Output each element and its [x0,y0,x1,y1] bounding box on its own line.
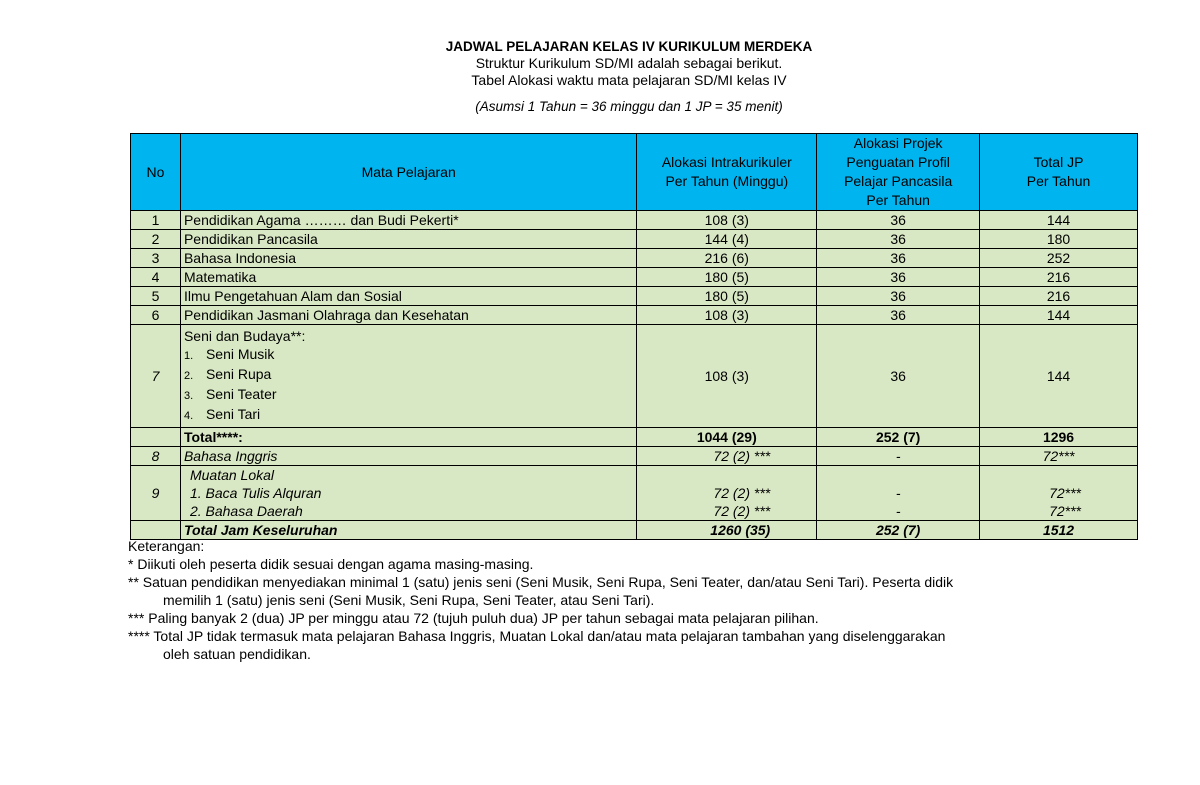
row-mapel: Bahasa Inggris [180,447,636,466]
note-2-cont: memilih 1 (satu) jenis seni (Seni Musik, Seni Rupa, Seni Teater, atau Seni Tari). [163,592,655,608]
row-mapel: Pendidikan Jasmani Olahraga dan Kesehatan [180,306,636,325]
row-no: 7 [131,325,181,428]
col-header-projek-line1: Alokasi Projek [853,135,943,151]
row-no-empty [131,428,181,447]
table-row [131,230,1138,249]
row-mapel: Bahasa Indonesia [180,249,636,268]
row-total: 216 [980,268,1138,287]
notes-heading: Keterangan: [128,538,205,554]
schedule-table [130,133,1138,540]
mulok-intra: 72 (2) *** [713,485,771,501]
col-header-projek-line4: Per Tahun [866,192,930,208]
table-row [131,249,1138,268]
row-projek: 36 [817,230,980,249]
note-4: **** Total JP tidak termasuk mata pelajaran Bahasa Inggris, Muatan Lokal dan/atau mata pelajaran tambahan yang diselenggarakan [128,628,946,644]
col-header-mapel: Mata Pelajaran [180,134,636,211]
mulok-projek: - [895,485,901,501]
row-total: 252 [980,249,1138,268]
col-header-projek-line2: Penguatan Profil [846,154,950,170]
mulok-total: 72*** [1049,485,1081,501]
mulok-intra: 72 (2) *** [713,503,771,519]
row-projek: 36 [817,211,980,230]
row-intra-mulok [637,466,817,521]
row-no: 9 [131,466,181,521]
header-line-2: Tabel Alokasi waktu mata pelajaran SD/MI kelas IV [471,72,787,88]
seni-item [184,405,633,425]
row-no: 2 [131,230,181,249]
table-row-mulok [131,466,1138,521]
page-title: JADWAL PELAJARAN KELAS IV KURIKULUM MERDEKA [445,39,813,54]
row-mapel: Ilmu Pengetahuan Alam dan Sosial [180,287,636,306]
row-intra: 108 (3) [637,325,817,428]
note-2: ** Satuan pendidikan menyediakan minimal 1 (satu) jenis seni (Seni Musik, Seni Rupa, Seni Teater, dan/atau Seni Tari). Peserta didik [128,574,954,590]
seni-item-label: Seni Teater [205,386,277,402]
row-no: 8 [131,447,181,466]
notes-section [128,537,1158,663]
row-no: 6 [131,306,181,325]
total-intra: 1044 (29) [637,428,817,447]
seni-item [184,345,633,365]
mulok-item: 1. Baca Tulis Alquran [189,485,322,501]
total-total: 1296 [980,428,1138,447]
note-1: * Diikuti oleh peserta didik sesuai dengan agama masing-masing. [128,556,534,572]
col-header-total [980,134,1138,211]
row-mapel: Pendidikan Agama ……… dan Budi Pekerti* [180,211,636,230]
table-row [131,211,1138,230]
seni-item [184,365,633,385]
mulok-total: 72*** [1049,503,1081,519]
document-header [0,38,1200,115]
seni-item-label: Seni Tari [205,406,261,422]
mulok-item: 2. Bahasa Daerah [189,503,303,519]
grand-total-projek: 252 (7) [817,521,980,540]
row-intra: 108 (3) [637,306,817,325]
row-intra: 180 (5) [637,287,817,306]
table-row-inggris [131,447,1138,466]
grand-total-total: 1512 [980,521,1138,540]
col-header-projek-line3: Pelajar Pancasila [844,173,953,189]
total-label: Total****: [180,428,636,447]
col-header-intra-line2: Per Tahun (Minggu) [665,173,789,189]
row-intra: 144 (4) [637,230,817,249]
row-total: 144 [980,306,1138,325]
row-mapel: Pendidikan Pancasila [180,230,636,249]
header-assumption: (Asumsi 1 Tahun = 36 minggu dan 1 JP = 35 menit) [475,99,783,114]
grand-total-intra: 1260 (35) [637,521,817,540]
row-mapel: Matematika [180,268,636,287]
row-mapel-mulok [180,466,636,521]
row-intra: 216 (6) [637,249,817,268]
row-no: 1 [131,211,181,230]
row-intra: 108 (3) [637,211,817,230]
row-projek: - [817,447,980,466]
col-header-total-line2: Per Tahun [1026,173,1091,189]
row-projek: 36 [817,287,980,306]
row-total: 144 [980,211,1138,230]
table-row-seni [131,325,1138,428]
total-projek: 252 (7) [817,428,980,447]
table-row [131,268,1138,287]
table-row-total [131,428,1138,447]
table-row [131,287,1138,306]
table-header-row [131,134,1138,211]
row-intra: 72 (2) *** [637,447,817,466]
seni-item-num: 4. [183,410,194,422]
row-total: 144 [980,325,1138,428]
mulok-title: Muatan Lokal [189,467,275,483]
seni-title: Seni dan Budaya**: [183,328,306,344]
note-4-cont: oleh satuan pendidikan. [163,646,311,662]
row-projek: 36 [817,268,980,287]
grand-total-label: Total Jam Keseluruhan [180,521,636,540]
row-mapel-seni [180,325,636,428]
col-header-intra-line1: Alokasi Intrakurikuler [661,154,792,170]
row-no: 5 [131,287,181,306]
row-projek: 36 [817,325,980,428]
col-header-no: No [131,134,181,211]
row-no: 4 [131,268,181,287]
seni-item-num: 2. [183,370,194,382]
note-3: *** Paling banyak 2 (dua) JP per minggu atau 72 (tujuh puluh dua) JP per tahun sebagai mata pelajaran pilihan. [128,610,819,626]
row-projek: 36 [817,306,980,325]
col-header-projek [817,134,980,211]
seni-item-num: 1. [183,350,194,362]
mulok-projek: - [895,503,901,519]
seni-item-label: Seni Musik [205,346,275,362]
row-total: 180 [980,230,1138,249]
row-intra: 180 (5) [637,268,817,287]
col-header-total-line1: Total JP [1033,154,1084,170]
header-line-1: Struktur Kurikulum SD/MI adalah sebagai berikut. [475,55,783,71]
seni-item-num: 3. [183,390,194,402]
row-total: 216 [980,287,1138,306]
table-row [131,306,1138,325]
col-header-intra [637,134,817,211]
row-total-mulok [980,466,1138,521]
seni-item-label: Seni Rupa [205,366,272,382]
row-no: 3 [131,249,181,268]
row-projek: 36 [817,249,980,268]
seni-item [184,385,633,405]
row-total: 72*** [980,447,1138,466]
row-projek-mulok [817,466,980,521]
